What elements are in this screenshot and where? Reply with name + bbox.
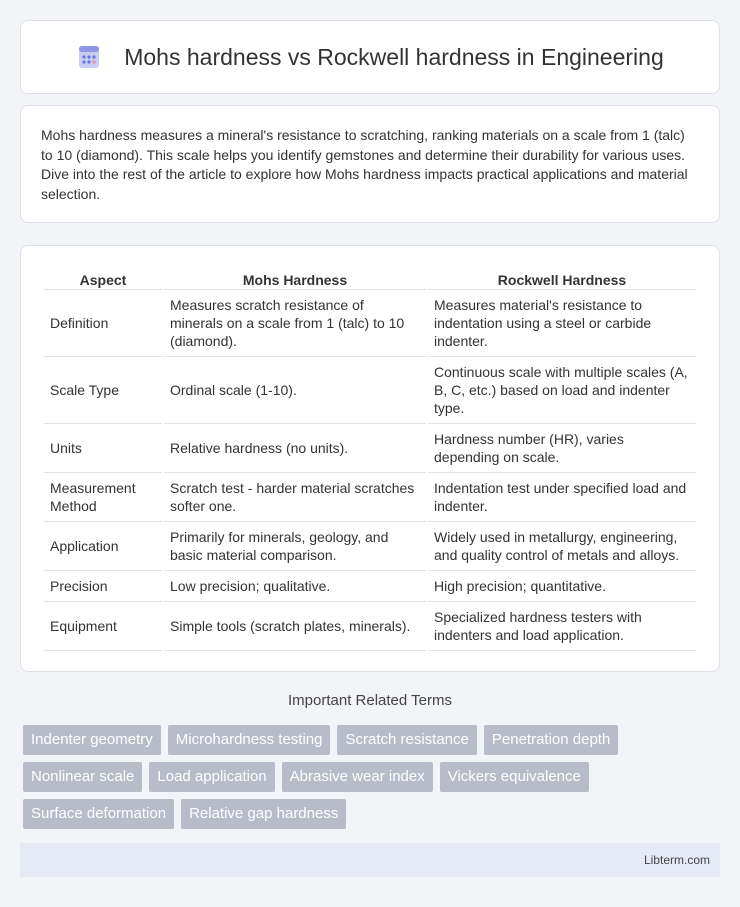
row-mohs: Simple tools (scratch plates, minerals).: [164, 602, 426, 651]
tag-abrasive-wear-index[interactable]: Abrasive wear index: [282, 762, 433, 792]
row-aspect: Equipment: [44, 602, 162, 651]
row-aspect: Application: [44, 522, 162, 571]
tag-penetration-depth[interactable]: Penetration depth: [484, 725, 618, 755]
row-aspect: Units: [44, 424, 162, 473]
table-row: [44, 602, 696, 651]
tag-relative-gap-hardness[interactable]: Relative gap hardness: [181, 799, 346, 829]
table-row: [44, 473, 696, 522]
row-mohs: Low precision; qualitative.: [164, 571, 426, 602]
header-mohs: Mohs Hardness: [164, 264, 426, 290]
row-mohs: Measures scratch resistance of minerals on a scale from 1 (talc) to 10 (diamond).: [164, 290, 426, 357]
row-aspect: Definition: [44, 290, 162, 357]
table-row: [44, 357, 696, 424]
footer-site-link[interactable]: Libterm.com: [643, 853, 710, 867]
tag-load-application[interactable]: Load application: [149, 762, 274, 792]
page-title: Mohs hardness vs Rockwell hardness in Engineering: [124, 43, 664, 70]
row-rockwell: Continuous scale with multiple scales (A, B, C, etc.) based on load and indenter type.: [428, 357, 696, 424]
document-grid-icon: [76, 44, 102, 70]
table-header-row: [44, 264, 696, 290]
row-rockwell: Measures material's resistance to indentation using a steel or carbide indenter.: [428, 290, 696, 357]
footer: [20, 843, 720, 877]
related-terms-title: Important Related Terms: [288, 692, 452, 709]
header-card: [20, 20, 720, 94]
row-mohs: Relative hardness (no units).: [164, 424, 426, 473]
tag-indenter-geometry[interactable]: Indenter geometry: [23, 725, 161, 755]
related-terms-tags: [23, 725, 703, 829]
tag-scratch-resistance[interactable]: Scratch resistance: [337, 725, 476, 755]
row-rockwell: Indentation test under specified load and indenter.: [428, 473, 696, 522]
comparison-table: [42, 264, 698, 651]
intro-card: [20, 105, 720, 223]
intro-text: Mohs hardness measures a mineral's resistance to scratching, ranking materials on a scale from 1 (talc) to 10 (diamond). This scale helps you identify gemstones and determine their durability for various uses. Dive into the rest of the article to explore how Mohs hardness impacts practical applications and material selection.: [41, 127, 688, 202]
tag-nonlinear-scale[interactable]: Nonlinear scale: [23, 762, 142, 792]
row-mohs: Ordinal scale (1-10).: [164, 357, 426, 424]
header-rockwell: Rockwell Hardness: [428, 264, 696, 290]
tag-surface-deformation[interactable]: Surface deformation: [23, 799, 174, 829]
table-row: [44, 522, 696, 571]
row-aspect: Measurement Method: [44, 473, 162, 522]
tag-microhardness-testing[interactable]: Microhardness testing: [168, 725, 331, 755]
row-rockwell: Widely used in metallurgy, engineering, and quality control of metals and alloys.: [428, 522, 696, 571]
row-mohs: Primarily for minerals, geology, and basic material comparison.: [164, 522, 426, 571]
comparison-table-card: [20, 245, 720, 672]
table-row: [44, 424, 696, 473]
row-rockwell: High precision; quantitative.: [428, 571, 696, 602]
row-rockwell: Hardness number (HR), varies depending on scale.: [428, 424, 696, 473]
row-rockwell: Specialized hardness testers with indenters and load application.: [428, 602, 696, 651]
row-mohs: Scratch test - harder material scratches softer one.: [164, 473, 426, 522]
table-row: [44, 290, 696, 357]
table-row: [44, 571, 696, 602]
row-aspect: Scale Type: [44, 357, 162, 424]
tag-vickers-equivalence[interactable]: Vickers equivalence: [440, 762, 589, 792]
row-aspect: Precision: [44, 571, 162, 602]
header-aspect: Aspect: [44, 264, 162, 290]
